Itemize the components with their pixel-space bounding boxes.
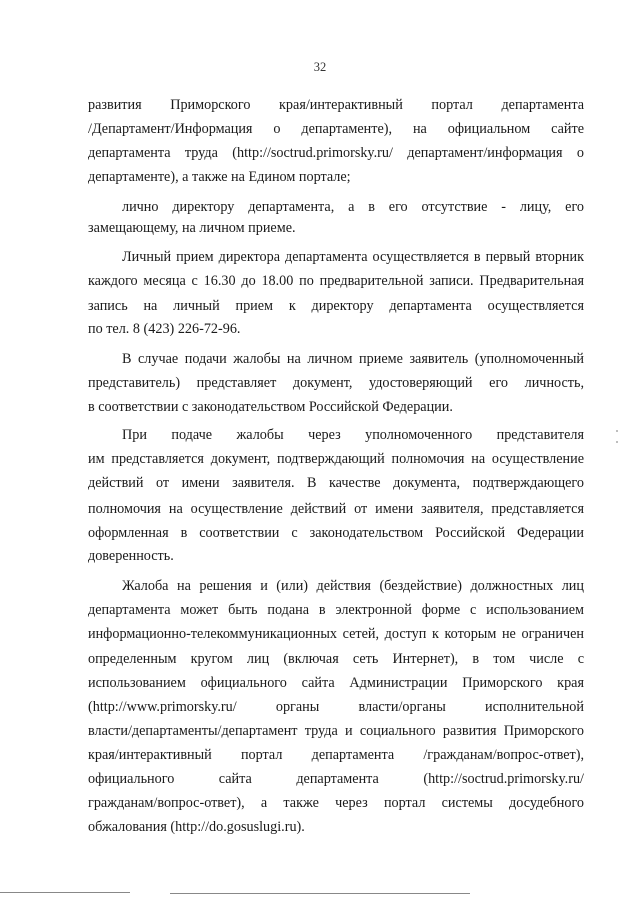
text-line: официального сайта департамента (http://soctrud.primorsky.ru/ — [88, 771, 584, 787]
text-line: обжалования (http://do.gosuslugi.ru). — [88, 819, 305, 835]
text-line: гражданам/вопрос-ответ), а также через портал системы досудебного — [88, 795, 584, 811]
text-line: оформленная в соответствии с законодательством Российской Федерации — [88, 525, 584, 541]
text-line: использованием официального сайта Администрации Приморского края — [88, 675, 584, 691]
text-line: департамента может быть подана в электронной форме с использованием — [88, 602, 584, 618]
page-number: 32 — [313, 60, 327, 74]
text-line: запись на личный прием к директору департамента осуществляется — [88, 298, 584, 314]
text-line: каждого месяца с 16.30 до 18.00 по предварительной записи. Предварительная — [88, 273, 584, 289]
text-line: края/интерактивный портал департамента /гражданам/вопрос-ответ), — [88, 747, 584, 763]
text-line: информационно-телекоммуникационных сетей, доступ к которым не ограничен — [88, 626, 584, 642]
text-line: развития Приморского края/интерактивный портал департамента — [88, 97, 584, 113]
text-line: В случае подачи жалобы на личном приеме заявитель (уполномоченный — [122, 351, 584, 367]
scan-edge-mark — [0, 892, 130, 893]
text-line: действий от имени заявителя. В качестве документа, подтверждающего — [88, 475, 584, 491]
text-line: доверенность. — [88, 548, 174, 564]
text-line: замещающему, на личном приеме. — [88, 220, 296, 236]
text-line: (http://www.primorsky.ru/ органы власти/органы исполнительной — [88, 699, 584, 715]
text-line: полномочия на осуществление действий от имени заявителя, представляется — [88, 501, 584, 517]
text-line: лично директору департамента, а в его отсутствие - лицу, его — [122, 199, 584, 215]
text-line: Жалоба на решения и (или) действия (бездействие) должностных лиц — [122, 578, 584, 594]
text-line: по тел. 8 (423) 226-72-96. — [88, 321, 241, 337]
text-line: в соответствии с законодательством Российской Федерации. — [88, 399, 453, 415]
text-line: департамента труда (http://soctrud.primorsky.ru/ департамент/информация о — [88, 145, 584, 161]
text-line: Личный прием директора департамента осуществляется в первый вторник — [122, 249, 584, 265]
scan-speck — [616, 430, 618, 432]
text-line: /Департамент/Информация о департаменте), на официальном сайте — [88, 121, 584, 137]
text-line: представитель) представляет документ, удостоверяющий его личность, — [88, 375, 584, 391]
scan-edge-mark — [170, 893, 470, 894]
text-line: департаменте), а также на Едином портале; — [88, 169, 351, 185]
scan-speck — [616, 441, 618, 443]
text-line: власти/департаменты/департамент труда и социального развития Приморского — [88, 723, 584, 739]
text-line: определенным кругом лиц (включая сеть Интернет), в том числе с — [88, 651, 584, 667]
text-line: При подаче жалобы через уполномоченного представителя — [122, 427, 584, 443]
text-line: им представляется документ, подтверждающий полномочия на осуществление — [88, 451, 584, 467]
